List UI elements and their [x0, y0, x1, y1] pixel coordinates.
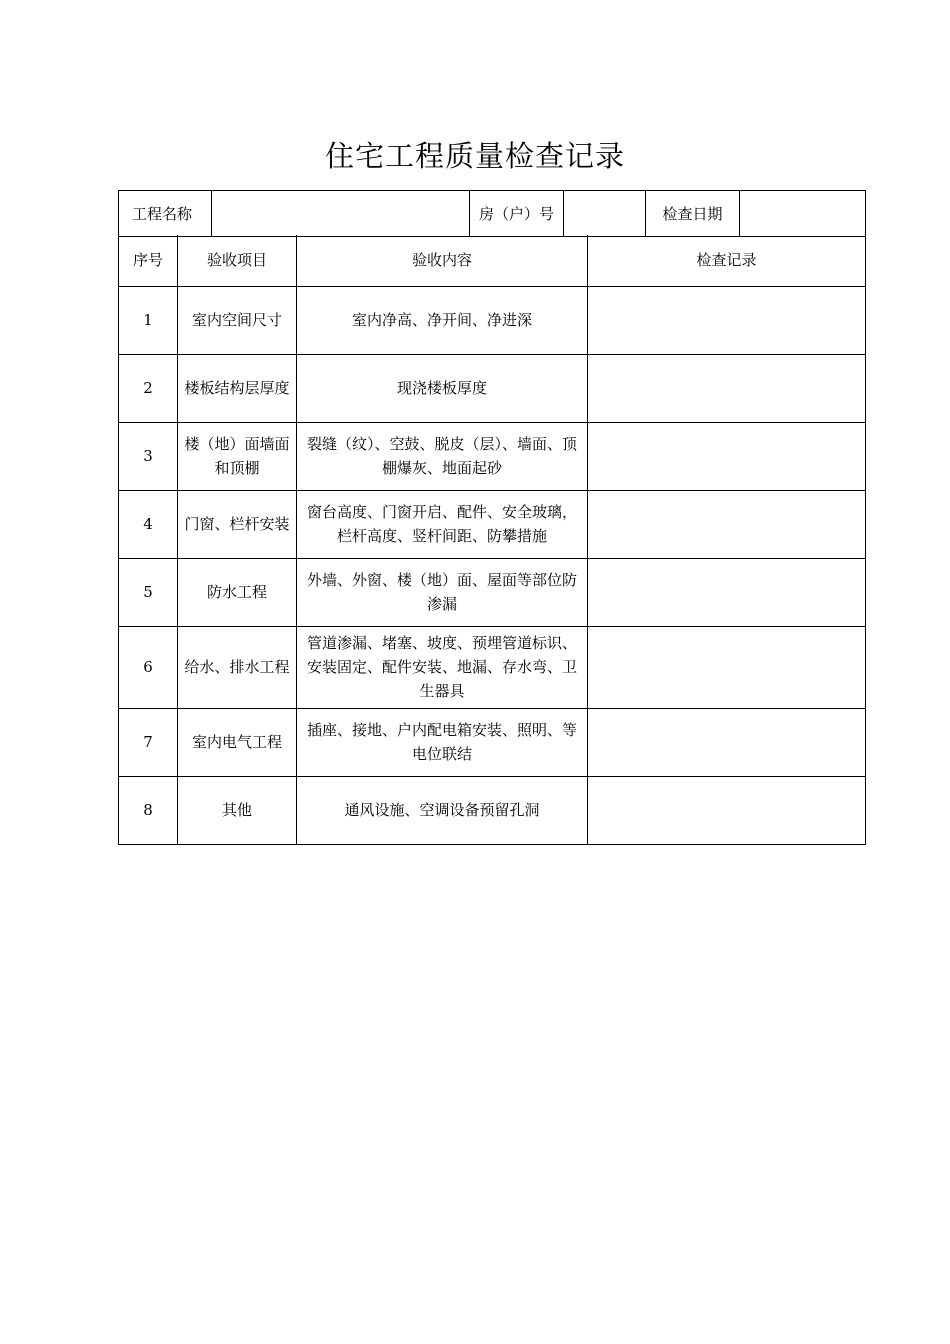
row-record-field[interactable] — [588, 286, 866, 354]
row-record-field[interactable] — [588, 558, 866, 626]
inspection-date-field[interactable] — [740, 191, 866, 237]
row-no: 7 — [119, 708, 178, 776]
column-header-no: 序号 — [119, 235, 178, 286]
row-record-field[interactable] — [588, 422, 866, 490]
row-item: 其他 — [178, 776, 297, 844]
row-item: 楼（地）面墙面和顶棚 — [178, 422, 297, 490]
column-header-item: 验收项目 — [178, 235, 297, 286]
project-info-row — [119, 191, 866, 237]
unit-number-label: 房（户）号 — [470, 191, 564, 237]
table-row — [119, 286, 866, 354]
row-item: 室内空间尺寸 — [178, 286, 297, 354]
row-content: 室内净高、净开间、净进深 — [297, 286, 588, 354]
row-record-field[interactable] — [588, 776, 866, 844]
row-no: 1 — [119, 286, 178, 354]
page-title: 住宅工程质量检查记录 — [324, 139, 625, 173]
project-name-label: 工程名称 — [119, 191, 212, 237]
project-name-field[interactable] — [212, 191, 470, 237]
row-item: 室内电气工程 — [178, 708, 297, 776]
unit-number-field[interactable] — [564, 191, 646, 237]
row-record-field[interactable] — [588, 708, 866, 776]
inspection-date-label: 检查日期 — [646, 191, 740, 237]
table-row — [119, 490, 866, 558]
row-no: 8 — [119, 776, 178, 844]
table-row — [119, 776, 866, 844]
column-header-content: 验收内容 — [297, 235, 588, 286]
row-content: 裂缝（纹）、空鼓、脱皮（层）、墙面、顶棚爆灰、地面起砂 — [297, 422, 588, 490]
column-header-row — [119, 235, 866, 286]
row-content: 插座、接地、户内配电箱安装、照明、等电位联结 — [297, 708, 588, 776]
row-content: 管道渗漏、堵塞、坡度、预埋管道标识、安装固定、配件安装、地漏、存水弯、卫生器具 — [297, 626, 588, 708]
row-no: 4 — [119, 490, 178, 558]
row-content: 现浇楼板厚度 — [297, 354, 588, 422]
row-no: 5 — [119, 558, 178, 626]
column-header-record: 检查记录 — [588, 235, 866, 286]
row-item: 给水、排水工程 — [178, 626, 297, 708]
row-no: 3 — [119, 422, 178, 490]
row-item: 防水工程 — [178, 558, 297, 626]
row-item: 楼板结构层厚度 — [178, 354, 297, 422]
row-item: 门窗、栏杆安装 — [178, 490, 297, 558]
table-row — [119, 626, 866, 708]
inspection-table — [118, 235, 866, 845]
project-info-table — [118, 190, 866, 237]
row-content: 窗台高度、门窗开启、配件、安全玻璃，栏杆高度、竖杆间距、防攀措施 — [297, 490, 588, 558]
row-content: 通风设施、空调设备预留孔洞 — [297, 776, 588, 844]
row-no: 6 — [119, 626, 178, 708]
table-row — [119, 708, 866, 776]
row-no: 2 — [119, 354, 178, 422]
table-row — [119, 422, 866, 490]
row-record-field[interactable] — [588, 490, 866, 558]
table-row — [119, 558, 866, 626]
row-record-field[interactable] — [588, 354, 866, 422]
row-content: 外墙、外窗、楼（地）面、屋面等部位防渗漏 — [297, 558, 588, 626]
row-record-field[interactable] — [588, 626, 866, 708]
table-row — [119, 354, 866, 422]
